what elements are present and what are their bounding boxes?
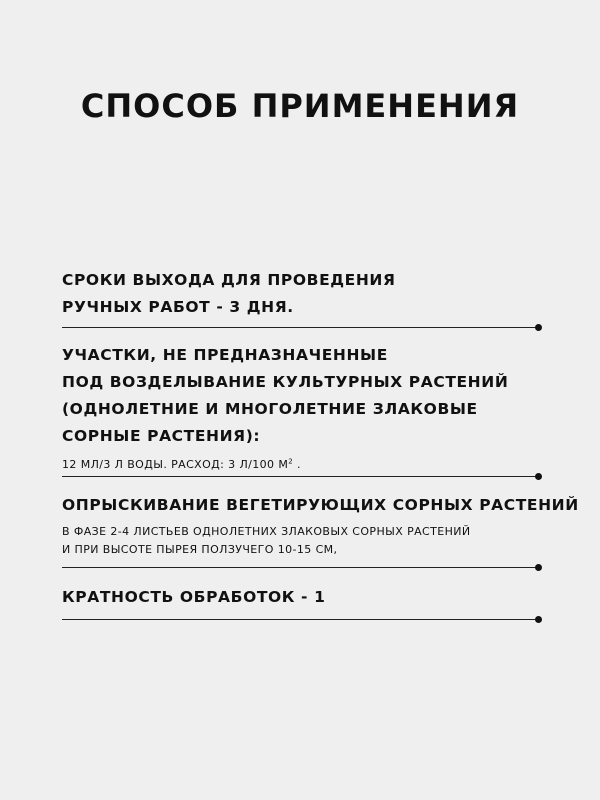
section-divider <box>62 327 538 328</box>
section-exit-terms <box>62 267 542 321</box>
spraying-note-line: И ПРИ ВЫСОТЕ ПЫРЕЯ ПОЛЗУЧЕГО 10-15 СМ, <box>62 543 338 556</box>
section-divider <box>62 476 538 477</box>
section-treatment-count <box>62 584 542 611</box>
section-heading-line: ОПРЫСКИВАНИЕ ВЕГЕТИРУЮЩИХ СОРНЫХ РАСТЕНИЙ <box>62 496 579 514</box>
dosage-note-superscript: 2 <box>288 457 294 466</box>
section-spraying <box>62 492 579 559</box>
section-divider <box>62 567 538 568</box>
section-heading-line: СРОКИ ВЫХОДА ДЛЯ ПРОВЕДЕНИЯ <box>62 271 396 289</box>
section-heading-line: СОРНЫЕ РАСТЕНИЯ): <box>62 427 261 445</box>
divider-dot-icon <box>535 616 542 623</box>
page-title: СПОСОБ ПРИМЕНЕНИЯ <box>80 87 520 125</box>
dosage-note-suffix: . <box>293 458 301 471</box>
dosage-note <box>62 456 542 474</box>
divider-dot-icon <box>535 324 542 331</box>
section-divider <box>62 619 538 620</box>
section-heading-line: УЧАСТКИ, НЕ ПРЕДНАЗНАЧЕННЫЕ <box>62 346 388 364</box>
section-heading-line: ПОД ВОЗДЕЛЫВАНИЕ КУЛЬТУРНЫХ РАСТЕНИЙ <box>62 373 509 391</box>
divider-dot-icon <box>535 473 542 480</box>
section-heading-line: (ОДНОЛЕТНИЕ И МНОГОЛЕТНИЕ ЗЛАКОВЫЕ <box>62 400 478 418</box>
section-non-crop-areas <box>62 342 542 474</box>
spraying-note-line: В ФАЗЕ 2-4 ЛИСТЬЕВ ОДНОЛЕТНИХ ЗЛАКОВЫХ СОРНЫХ РАСТЕНИЙ <box>62 525 471 538</box>
dosage-note-text: 12 МЛ/3 Л ВОДЫ. РАСХОД: 3 Л/100 М <box>62 458 289 471</box>
divider-dot-icon <box>535 564 542 571</box>
section-heading-line: КРАТНОСТЬ ОБРАБОТОК - 1 <box>62 588 326 606</box>
section-heading-line: РУЧНЫХ РАБОТ - 3 ДНЯ. <box>62 298 294 316</box>
